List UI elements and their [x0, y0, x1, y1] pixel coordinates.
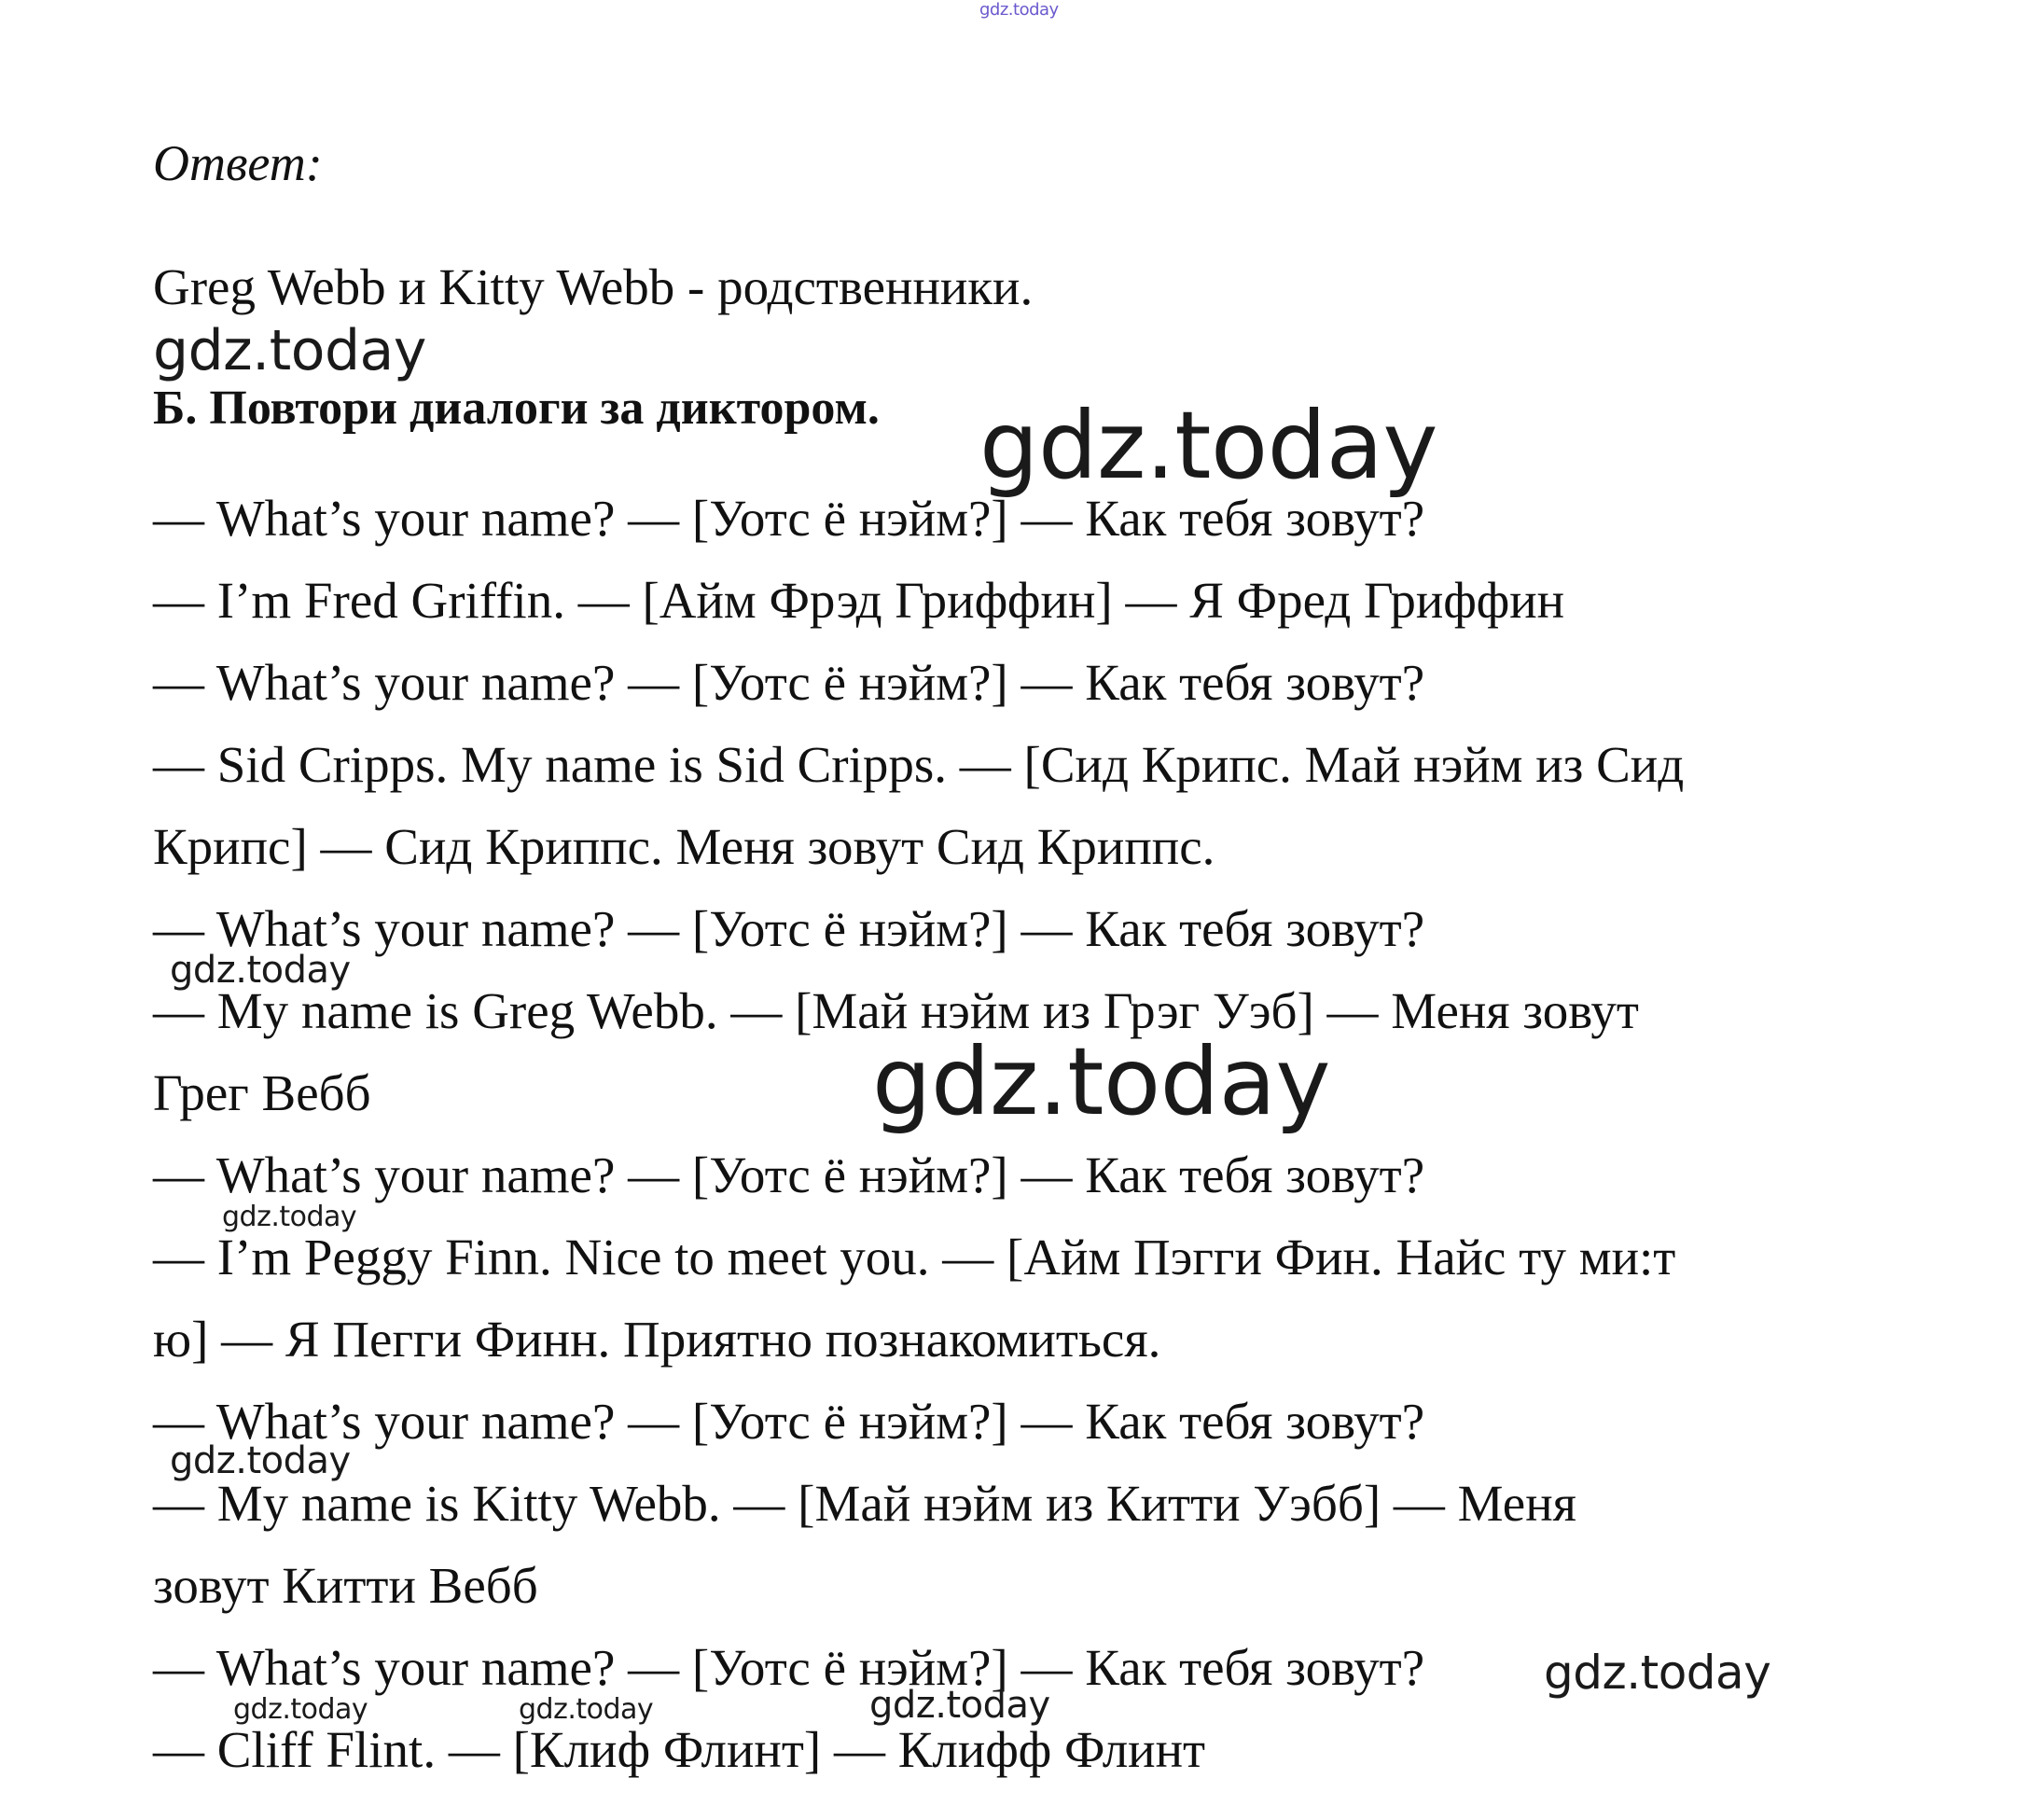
dialogue-line: — What’s your name? — [Уотс ё нэйм?] — Как тебя зовут?	[153, 654, 1425, 711]
task-heading: Б. Повтори диалоги за диктором.	[153, 382, 880, 435]
dialogue-line: зовут Китти Вебб	[153, 1557, 538, 1614]
dialogue-line: ю] — Я Пегги Финн. Приятно познакомиться.	[153, 1311, 1161, 1368]
watermark: gdz.today	[869, 1684, 1050, 1727]
dialogue-line: — My name is Greg Webb. — [Май нэйм из Грэг Уэб] — Меня зовут	[153, 982, 1639, 1039]
dialogue-line: — My name is Kitty Webb. — [Май нэйм из Китти Уэбб] — Меня	[153, 1475, 1576, 1532]
dialogue-line: — What’s your name? — [Уотс ё нэйм?] — Как тебя зовут?	[153, 900, 1425, 957]
dialogue-line: — Sid Cripps. My name is Sid Cripps. — [Сид Крипс. Май нэйм из Сид	[153, 736, 1685, 793]
watermark: gdz.today	[222, 1201, 357, 1233]
dialogue-line: — What’s your name? — [Уотс ё нэйм?] — Как тебя зовут?	[153, 490, 1425, 547]
dialogue-line: — Cliff Flint. — [Клиф Флинт] — Клифф Флинт	[153, 1721, 1206, 1778]
watermark: gdz.today	[170, 949, 351, 992]
watermark: gdz.today	[519, 1693, 654, 1726]
dialogue-line: Крипс] — Сид Криппс. Меня зовут Сид Криппс.	[153, 818, 1215, 875]
watermark: gdz.today	[1544, 1646, 1771, 1700]
dialogue-line: — What’s your name? — [Уотс ё нэйм?] — Как тебя зовут?	[153, 1639, 1425, 1696]
watermark: gdz.today	[153, 318, 426, 383]
answer-text: Greg Webb и Kitty Webb - родственники.	[153, 258, 1034, 315]
watermark: gdz.today	[872, 1027, 1331, 1136]
watermark: gdz.today	[170, 1439, 351, 1482]
answer-label: Ответ:	[153, 135, 323, 191]
dialogue-line: — What’s your name? — [Уотс ё нэйм?] — Как тебя зовут?	[153, 1393, 1425, 1450]
watermark-top: gdz.today	[979, 0, 1059, 20]
watermark: gdz.today	[979, 391, 1438, 500]
dialogue-line: — I’m Peggy Finn. Nice to meet you. — [Айм Пэгги Фин. Найс ту ми:т	[153, 1229, 1676, 1285]
watermark: gdz.today	[233, 1693, 368, 1726]
dialogue-line: — I’m Fred Griffin. — [Айм Фрэд Гриффин] — Я Фред Гриффин	[153, 572, 1565, 629]
dialogue-line: Грег Вебб	[153, 1064, 371, 1121]
dialogue-line: — What’s your name? — [Уотс ё нэйм?] — Как тебя зовут?	[153, 1146, 1425, 1203]
